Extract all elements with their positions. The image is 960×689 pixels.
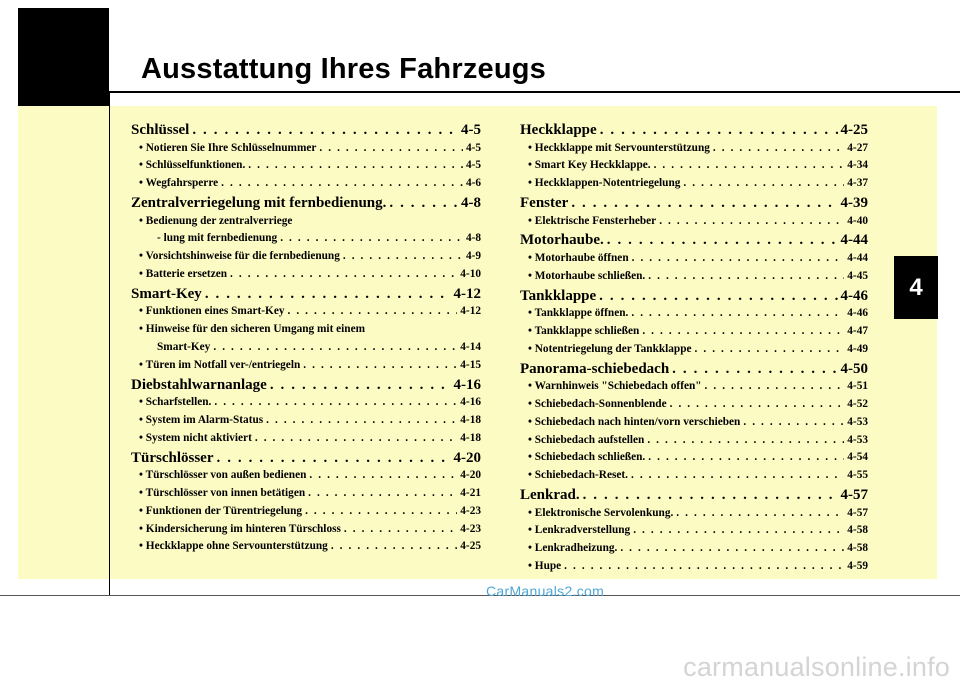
toc-page-number: 4-52	[847, 397, 868, 410]
dot-leader	[309, 469, 457, 481]
corner-black-block	[18, 8, 109, 106]
toc-page-number: 4-5	[465, 141, 481, 154]
toc-page-number: 4-23	[460, 504, 481, 517]
dot-leader	[642, 325, 844, 337]
page-title: Ausstattung Ihres Fahrzeugs	[141, 53, 547, 85]
dot-leader	[583, 487, 838, 504]
dot-leader	[270, 377, 451, 394]
toc-entry-text: • Hinweise für den sicheren Umgang mit einem	[139, 323, 366, 336]
dot-leader	[620, 542, 844, 554]
dot-leader	[648, 451, 844, 463]
toc-heading[interactable]	[131, 377, 481, 397]
dot-leader	[344, 523, 457, 535]
toc-page-number: 4-46	[840, 287, 868, 304]
dot-leader	[213, 341, 457, 353]
toc-entry-text: • Batterie ersetzen	[139, 267, 228, 280]
toc-subentry[interactable]	[520, 524, 868, 542]
toc-subentry[interactable]	[520, 307, 868, 325]
dot-leader	[343, 250, 463, 262]
toc-heading[interactable]	[520, 487, 868, 507]
dot-leader	[648, 270, 844, 282]
toc-subentry[interactable]	[520, 142, 868, 160]
toc-entry-text: • Heckklappe ohne Servounterstützung	[139, 540, 328, 553]
toc-page-number: 4-9	[465, 250, 481, 263]
toc-entry-text: • System nicht aktiviert	[139, 431, 252, 444]
toc-column-left	[131, 122, 481, 558]
toc-subentry[interactable]	[131, 177, 481, 195]
toc-subentry[interactable]	[520, 507, 868, 525]
toc-subentry[interactable]	[520, 159, 868, 177]
toc-subentry[interactable]	[131, 215, 481, 233]
toc-heading[interactable]	[131, 286, 481, 306]
toc-entry-text: • Funktionen eines Smart-Key	[139, 305, 285, 318]
toc-subentry[interactable]	[131, 268, 481, 286]
toc-page-number: 4-58	[847, 524, 868, 537]
toc-page-number: 4-34	[847, 159, 868, 172]
toc-page-number: 4-21	[460, 486, 481, 499]
footer-rule	[0, 595, 960, 596]
toc-subentry[interactable]	[131, 396, 481, 414]
toc-entry-text: Heckklappe	[520, 122, 597, 138]
toc-entry-text: • Funktionen der Türentriegelung	[139, 504, 303, 517]
toc-page-number: 4-58	[847, 542, 868, 555]
dot-leader	[676, 507, 844, 519]
dot-leader	[305, 505, 457, 517]
dot-leader	[670, 398, 845, 410]
dot-leader	[389, 195, 458, 212]
dot-leader	[631, 469, 844, 481]
toc-heading[interactable]	[520, 232, 868, 252]
toc-page-number: 4-18	[460, 431, 481, 444]
dot-leader	[308, 487, 457, 499]
toc-subentry[interactable]	[520, 380, 868, 398]
dot-leader	[217, 450, 451, 467]
toc-entry-text: • Tankklappe schließen	[528, 324, 640, 337]
toc-entry-text: - lung mit fernbedienung	[157, 232, 278, 245]
toc-page-number: 4-16	[453, 376, 481, 393]
dot-leader	[319, 142, 463, 154]
toc-subentry[interactable]	[520, 398, 868, 416]
toc-page-number: 4-46	[847, 307, 868, 320]
toc-entry-text: • System im Alarm-Status	[139, 413, 264, 426]
toc-page-number: 4-5	[461, 122, 481, 138]
toc-entry-text: • Türschlösser von innen betätigen	[139, 486, 306, 499]
toc-page-number: 4-5	[465, 159, 481, 172]
toc-subentry[interactable]	[131, 540, 481, 558]
toc-page-number: 4-57	[847, 506, 868, 519]
toc-entry-text: • Elektrische Fensterheber	[528, 214, 657, 227]
toc-page-number: 4-50	[840, 360, 868, 377]
toc-page-number: 4-51	[847, 380, 868, 393]
toc-page-number: 4-10	[460, 267, 481, 280]
toc-entry-text: • Lenkradverstellung	[528, 524, 631, 537]
toc-heading[interactable]	[131, 450, 481, 470]
toc-subentry[interactable]	[520, 542, 868, 560]
toc-subentry[interactable]	[131, 432, 481, 450]
toc-entry-text: • Elektronische Servolenkung.	[528, 506, 674, 519]
toc-subentry[interactable]	[520, 177, 868, 195]
dot-leader	[331, 540, 457, 552]
dot-leader	[743, 416, 844, 428]
toc-subentry[interactable]	[131, 359, 481, 377]
dot-leader	[713, 142, 844, 154]
toc-subentry[interactable]	[131, 305, 481, 323]
header-rule	[109, 91, 960, 93]
toc-heading[interactable]	[520, 288, 868, 308]
toc-heading[interactable]	[131, 195, 481, 215]
toc-entry-text: • Notieren Sie Ihre Schlüsselnummer	[139, 141, 317, 154]
dot-leader	[230, 268, 457, 280]
toc-heading[interactable]	[520, 361, 868, 381]
toc-page-number: 4-25	[460, 540, 481, 553]
dot-leader	[221, 177, 463, 189]
toc-page-number: 4-27	[847, 141, 868, 154]
toc-entry-text: Fenster	[520, 194, 569, 211]
toc-page-number: 4-16	[460, 396, 481, 409]
toc-page-number: 4-25	[840, 122, 868, 138]
dot-leader	[214, 396, 457, 408]
dot-leader	[705, 380, 845, 392]
dot-leader	[192, 122, 458, 139]
toc-page-number: 4-20	[453, 449, 481, 466]
toc-heading[interactable]	[520, 195, 868, 215]
toc-page-number: 4-39	[840, 194, 868, 211]
toc-page-number: 4-47	[847, 324, 868, 337]
dot-leader	[303, 359, 457, 371]
dot-leader	[695, 343, 845, 355]
dot-leader	[654, 159, 845, 171]
toc-subentry[interactable]	[131, 469, 481, 487]
toc-entry-text: • Tankklappe öffnen.	[528, 307, 629, 320]
toc-entry-text: • Lenkradheizung.	[528, 542, 618, 555]
toc-entry-text: Tankklappe	[520, 287, 597, 304]
toc-entry-text: Zentralverriegelung mit fernbedienung.	[131, 194, 387, 211]
toc-entry-text: • Hupe	[528, 559, 562, 572]
toc-column-right	[520, 122, 868, 578]
toc-page-number: 4-55	[847, 469, 868, 482]
toc-entry-text: • Kindersicherung im hinteren Türschloss	[139, 522, 341, 535]
toc-subentry[interactable]	[131, 232, 481, 250]
toc-entry-text: • Heckklappe mit Servounterstützung	[528, 141, 710, 154]
toc-page-number: 4-6	[465, 177, 481, 190]
toc-subentry[interactable]	[520, 560, 868, 578]
dot-leader	[564, 560, 844, 572]
toc-page-number: 4-57	[840, 486, 868, 503]
toc-entry-text: Schlüssel	[131, 122, 190, 138]
toc-entry-text: • Türen im Notfall ver-/entriegeln	[139, 358, 301, 371]
dot-leader	[659, 215, 844, 227]
toc-entry-text: Motorhaube.	[520, 232, 604, 249]
toc-subentry[interactable]	[520, 469, 868, 487]
toc-page-number: 4-44	[847, 251, 868, 264]
toc-entry-text: • Schiebedach schließen.	[528, 451, 646, 464]
toc-subentry[interactable]	[520, 434, 868, 452]
toc-page-number: 4-12	[460, 305, 481, 318]
toc-entry-text: • Notentriegelung der Tankklappe	[528, 342, 692, 355]
toc-subentry[interactable]	[131, 250, 481, 268]
toc-subentry[interactable]	[520, 215, 868, 233]
toc-page-number: 4-14	[460, 340, 481, 353]
dot-leader	[255, 432, 457, 444]
toc-entry-text: • Smart Key Heckklappe.	[528, 159, 651, 172]
toc-subentry[interactable]	[131, 159, 481, 177]
toc-entry-text: • Schiebedach nach hinten/vorn verschieben	[528, 415, 741, 428]
toc-entry-text: • Motorhaube schließen.	[528, 269, 646, 282]
toc-subentry[interactable]	[520, 270, 868, 288]
dot-leader	[672, 361, 837, 378]
toc-page-number: 4-8	[461, 194, 481, 211]
watermark-footer: carmanualsonline.info	[683, 652, 950, 682]
dot-leader	[248, 159, 463, 171]
toc-entry-text: • Motorhaube öffnen	[528, 251, 629, 264]
toc-entry-text: Diebstahlwarnanlage	[131, 376, 267, 393]
toc-entry-text: Smart-Key	[131, 285, 202, 302]
toc-entry-text: • Wegfahrsperre	[139, 177, 219, 190]
toc-page-number: 4-12	[453, 285, 481, 302]
toc-page-number: 4-53	[847, 415, 868, 428]
toc-page-number: 4-37	[847, 177, 868, 190]
toc-subentry[interactable]	[131, 323, 481, 341]
toc-entry-text: • Heckklappen-Notentriegelung	[528, 177, 681, 190]
toc-entry-text: • Schlüsselfunktionen.	[139, 159, 246, 172]
toc-subentry[interactable]	[520, 252, 868, 270]
dot-leader	[280, 232, 463, 244]
toc-entry-text: • Vorsichtshinweise für die fernbedienung	[139, 250, 340, 263]
toc-subentry[interactable]	[131, 505, 481, 523]
toc-page-number: 4-49	[847, 342, 868, 355]
toc-page-number: 4-44	[840, 232, 868, 249]
toc-entry-text: Lenkrad.	[520, 486, 580, 503]
dot-leader	[600, 122, 838, 139]
dot-leader	[205, 286, 451, 303]
toc-entry-text: Panorama-schiebedach	[520, 360, 670, 377]
toc-subentry[interactable]	[131, 341, 481, 359]
toc-entry-text: • Scharfstellen.	[139, 396, 212, 409]
toc-subentry[interactable]	[131, 523, 481, 541]
toc-entry-text: • Schiebedach-Reset.	[528, 469, 628, 482]
toc-subentry[interactable]	[520, 325, 868, 343]
chapter-tab[interactable]: 4	[894, 256, 938, 319]
toc-entry-text: • Bedienung der zentralverriege	[139, 214, 293, 227]
toc-subentry[interactable]	[131, 142, 481, 160]
toc-page-number: 4-45	[847, 269, 868, 282]
toc-page-number: 4-15	[460, 358, 481, 371]
margin-rule	[109, 93, 110, 596]
dot-leader	[632, 252, 845, 264]
toc-entry-text: Smart-Key	[157, 340, 211, 353]
toc-heading[interactable]	[520, 122, 868, 142]
toc-subentry[interactable]	[520, 451, 868, 469]
toc-page-number: 4-23	[460, 522, 481, 535]
dot-leader	[631, 307, 844, 319]
dot-leader	[647, 434, 844, 446]
toc-entry-text: • Schiebedach-Sonnenblende	[528, 397, 667, 410]
toc-page-number: 4-53	[847, 433, 868, 446]
toc-page-number: 4-54	[847, 451, 868, 464]
toc-page-number: 4-8	[465, 232, 481, 245]
toc-subentry[interactable]	[520, 416, 868, 434]
toc-entry-text: • Schiebedach aufstellen	[528, 433, 645, 446]
toc-heading[interactable]	[131, 122, 481, 142]
toc-page-number: 4-59	[847, 559, 868, 572]
dot-leader	[571, 195, 837, 212]
watermark-link[interactable]: CarManuals2.com	[486, 583, 605, 599]
dot-leader	[287, 305, 457, 317]
toc-page-number: 4-40	[847, 214, 868, 227]
toc-page-number: 4-18	[460, 413, 481, 426]
toc-subentry[interactable]	[131, 487, 481, 505]
toc-entry-text: Türschlösser	[131, 449, 214, 466]
dot-leader	[607, 232, 838, 249]
dot-leader	[266, 414, 457, 426]
toc-page-number: 4-20	[460, 469, 481, 482]
toc-entry-text: • Türschlösser von außen bedienen	[139, 469, 307, 482]
toc-subentry[interactable]	[131, 414, 481, 432]
dot-leader	[633, 524, 844, 536]
toc-subentry[interactable]	[520, 343, 868, 361]
dot-leader	[683, 177, 844, 189]
toc-entry-text: • Warnhinweis "Schiebedach offen"	[528, 380, 702, 393]
dot-leader	[599, 288, 837, 305]
